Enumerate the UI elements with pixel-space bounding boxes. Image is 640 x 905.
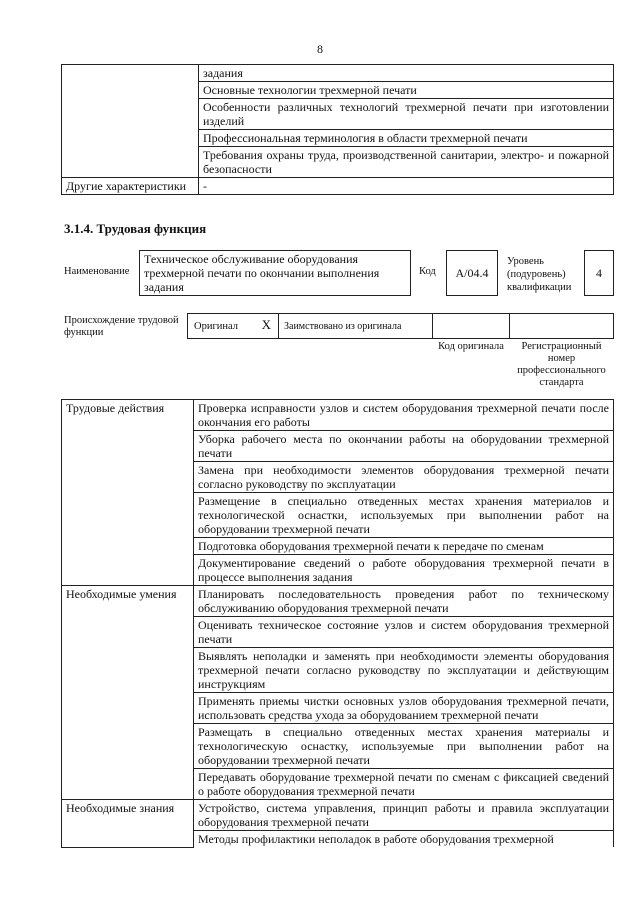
origin-label: Происхождение трудовой функции bbox=[64, 315, 179, 338]
requirements-continuation-table bbox=[61, 64, 614, 195]
section-title: 3.1.4. Трудовая функция bbox=[64, 221, 207, 236]
table-cell: Методы профилактики неполадок в работе оборудования трехмерной bbox=[194, 831, 614, 848]
code-original-cell bbox=[432, 313, 510, 339]
table-row bbox=[62, 65, 614, 82]
original-mark: X bbox=[261, 317, 271, 332]
table-cell: Устройство, система управления, принцип работы и правила эксплуатации оборудования трехмерной печати bbox=[194, 800, 614, 831]
borrowed-cell bbox=[278, 313, 433, 339]
empty-label-cell bbox=[62, 65, 199, 178]
knowledge-label: Необходимые знания bbox=[62, 800, 194, 848]
table-cell: Основные технологии трехмерной печати bbox=[199, 82, 614, 99]
code-original-caption: Код оригинала bbox=[438, 341, 504, 352]
table-cell: Проверка исправности узлов и систем оборудования трехмерной печати после окончания его работы bbox=[194, 400, 614, 431]
table-cell: Размещение в специально отведенных местах хранения материалов и технологической оснастки, используемых при выполнении работ на оборудовании трехмерной печати bbox=[194, 493, 614, 538]
other-characteristics-value: - bbox=[199, 178, 614, 195]
skills-label: Необходимые умения bbox=[62, 586, 194, 800]
table-cell: Оценивать техническое состояние узлов и систем оборудования трехмерной печати bbox=[194, 617, 614, 648]
table-cell: Замена при необходимости элементов оборудования трехмерной печати согласно руководству по эксплуатации bbox=[194, 462, 614, 493]
actions-label: Трудовые действия bbox=[62, 400, 194, 586]
table-cell: Документирование сведений о работе оборудования трехмерной печати в процессе выполнения задания bbox=[194, 555, 614, 586]
table-cell: Профессиональная терминология в области трехмерной печати bbox=[199, 130, 614, 147]
level-label: Уровень (подуровень) квалификации bbox=[507, 256, 572, 293]
table-cell: Требования охраны труда, производственной санитарии, электро- и пожарной безопасности bbox=[199, 147, 614, 178]
reg-number-caption: Регистрационный номер профессионального стандарта bbox=[517, 341, 606, 388]
table-cell: Выявлять неполадки и заменять при необходимости элементы оборудования трехмерной печати согласно руководству по эксплуатации и действующим инструкциям bbox=[194, 648, 614, 693]
reg-number-cell bbox=[509, 313, 614, 339]
table-row bbox=[62, 400, 614, 431]
table-cell: Уборка рабочего места по окончании работы на оборудовании трехмерной печати bbox=[194, 431, 614, 462]
qualification-level-box: 4 bbox=[584, 250, 614, 296]
function-name-box: Техническое обслуживание оборудования трехмерной печати по окончании выполнения задания bbox=[139, 250, 411, 296]
table-cell: Планировать последовательность проведения работ по техническому обслуживанию оборудования трехмерной печати bbox=[194, 586, 614, 617]
code-label: Код bbox=[419, 266, 436, 277]
table-row bbox=[62, 586, 614, 617]
function-details-table bbox=[61, 399, 614, 848]
table-row bbox=[62, 800, 614, 831]
name-label: Наименование bbox=[64, 266, 130, 277]
table-cell: Передавать оборудование трехмерной печати по сменам с фиксацией сведений о работе оборудования трехмерной печати bbox=[194, 769, 614, 800]
function-code-box: A/04.4 bbox=[446, 250, 498, 296]
other-characteristics-label: Другие характеристики bbox=[62, 178, 199, 195]
table-cell: Особенности различных технологий трехмерной печати при изготовлении изделий bbox=[199, 99, 614, 130]
table-cell: Применять приемы чистки основных узлов оборудования трехмерной печати, использовать средства ухода за оборудованием трехмерной печати bbox=[194, 693, 614, 724]
table-cell: Размещать в специально отведенных местах хранения материалы и технологическую оснастку, используемые при выполнении работ на оборудовании трехмерной печати bbox=[194, 724, 614, 769]
original-cell bbox=[187, 313, 279, 339]
table-row bbox=[62, 178, 614, 195]
borrowed-label: Заимствовано из оригинала bbox=[284, 321, 402, 332]
table-cell: Подготовка оборудования трехмерной печати к передаче по сменам bbox=[194, 538, 614, 555]
original-label: Оригинал bbox=[194, 321, 238, 332]
table-cell: задания bbox=[199, 65, 614, 82]
page-number: 8 bbox=[317, 42, 323, 56]
